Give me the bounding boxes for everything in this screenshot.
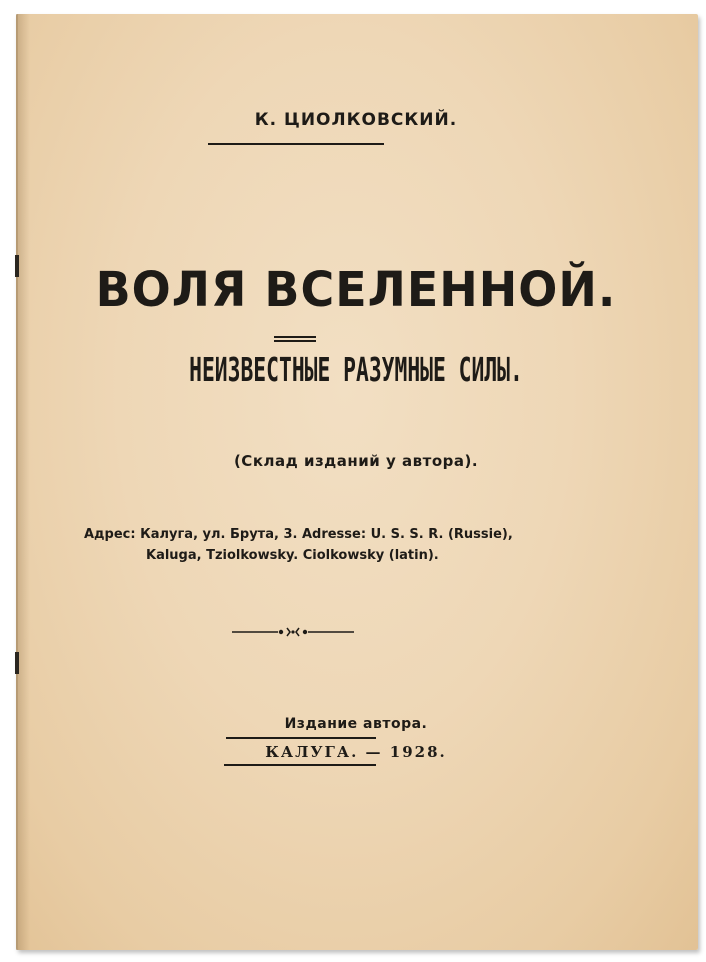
spine-shadow [16, 14, 30, 950]
title-rule-lower [274, 340, 316, 342]
city-year: КАЛУГА. — 1928. [265, 743, 447, 761]
address-line-2: Kaluga, Tziolkowsky. Ciolkowsky (latin). [146, 548, 439, 563]
title-rule-upper [274, 336, 316, 338]
book-subtitle: НЕИЗВЕСТНЫЕ РАЗУМНЫЕ СИЛЫ. [189, 352, 523, 390]
distribution-note: (Склад изданий у автора). [233, 452, 479, 470]
ornament-icon [232, 625, 354, 639]
address-line-1: Адрес: Калуга, ул. Брута, 3. Adresse: U. S. S. R. (Russie), [84, 527, 513, 542]
publisher-rule [226, 737, 376, 739]
address-block [84, 524, 524, 566]
book-cover [16, 14, 698, 950]
author-underline [208, 143, 384, 145]
staple-bottom [15, 652, 19, 674]
publisher-line: Издание автора. [284, 716, 428, 732]
author-name: К. ЦИОЛКОВСКИЙ. [254, 110, 458, 130]
city-year-rule [224, 764, 376, 766]
book-title: ВОЛЯ ВСЕЛЕННОЙ. [95, 260, 617, 318]
